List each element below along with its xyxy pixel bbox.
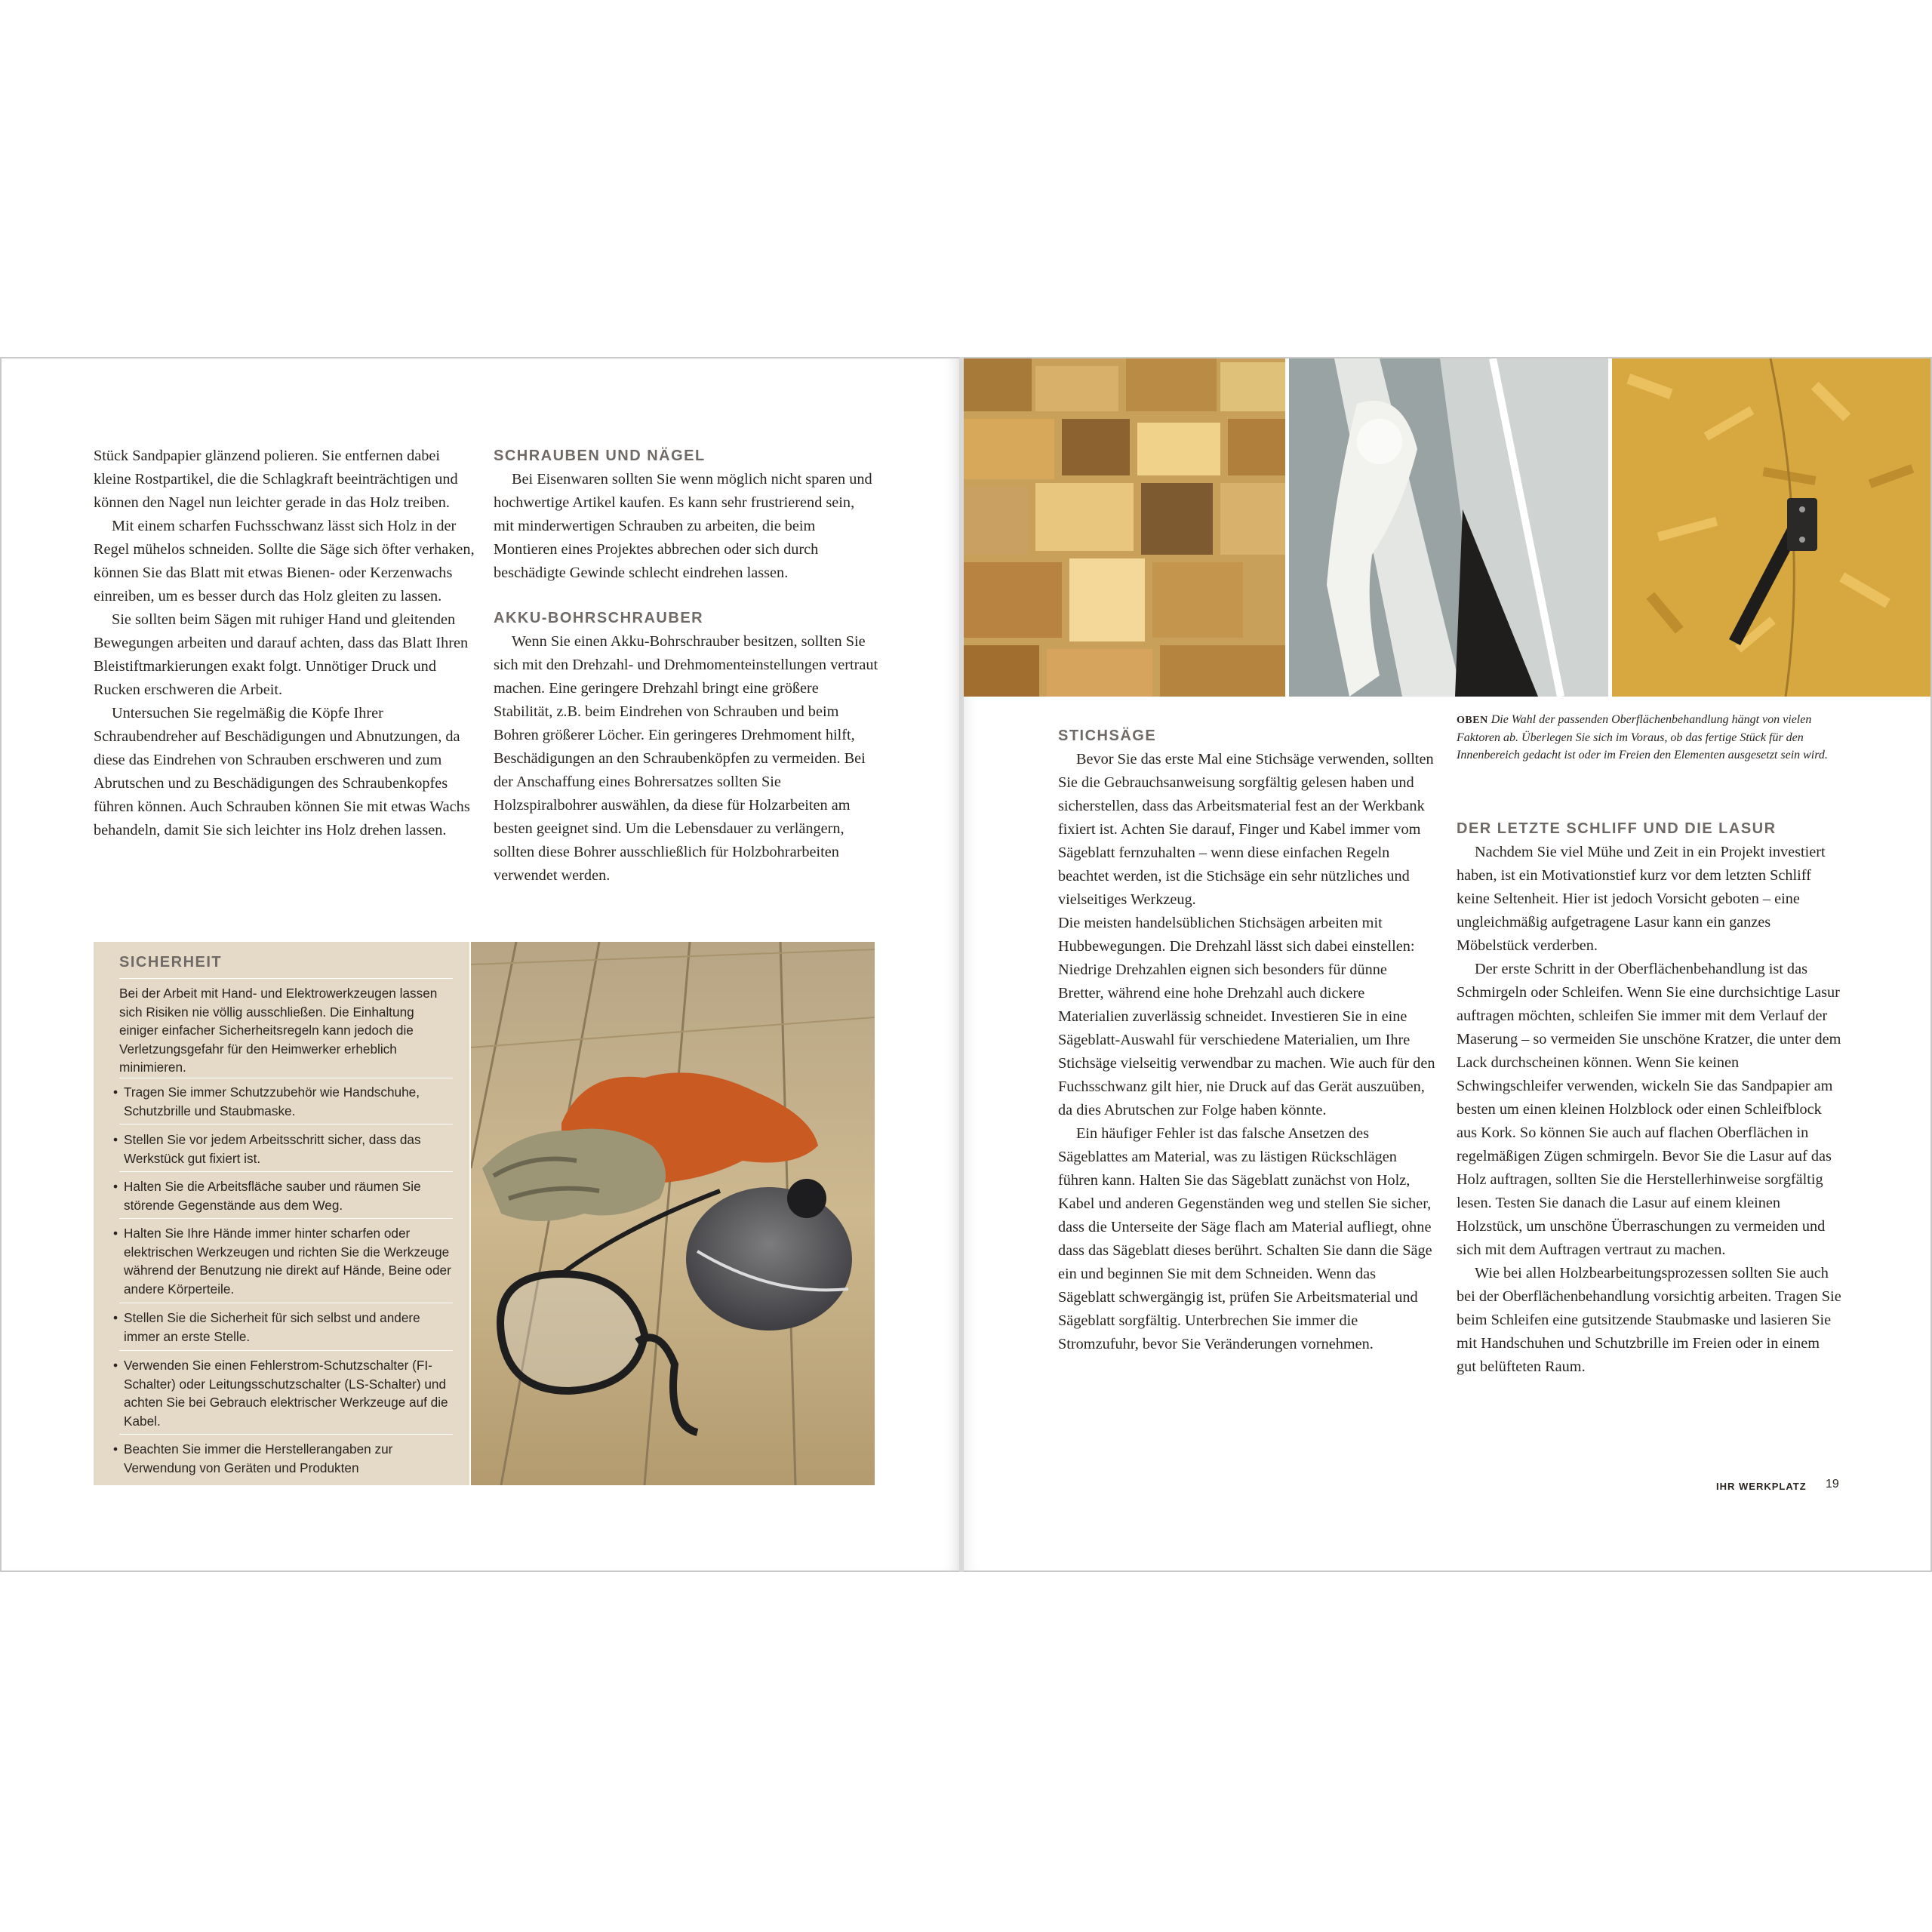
right-column-2	[1457, 817, 1841, 1379]
section-heading-akku: AKKU-BOHRSCHRAUBER	[494, 610, 704, 626]
photo-caption	[1457, 711, 1841, 764]
list-item: • Stellen Sie vor jedem Arbeitsschritt sicher, dass das Werkstück gut fixiert ist.	[113, 1132, 421, 1166]
divider	[119, 1434, 453, 1435]
running-footer: IHR WERKPLATZ	[1716, 1481, 1807, 1492]
divider	[119, 1350, 453, 1351]
white-frame-photo	[1289, 358, 1608, 697]
paragraph: Ein häufiger Fehler ist das falsche Ansetzen des Sägeblattes am Material, was zu lästigen Rückschlägen führen kann. Halten Sie das Sägeblatt zunächst von Holz, Kabel und anderen Gegenständen weg und stellen Sie sicher, dass die Unterseite der Säge flach am Material aufliegt, ohne dass das Sägeblatt dieses berührt. Schalten Sie dann die Säge ein und beginnen Sie mit dem Schneiden. Wenn das Sägeblatt schwergängig ist, prüfen Sie Arbeitsmaterial und Sägeblatt sorgfältig. Unterbrechen Sie immer die Stromzufuhr, bevor Sie Veränderungen vornehmen.	[1058, 1125, 1432, 1352]
section-heading-schrauben: SCHRAUBEN UND NÄGEL	[494, 448, 706, 464]
paragraph: Bevor Sie das erste Mal eine Stichsäge verwenden, sollten Sie die Gebrauchsanweisung sorgfältig gelesen haben und sicherstellen, dass das Arbeitsmaterial fest an der Werkbank fixiert ist. Achten Sie darauf, Finger und Kabel immer vom Sägeblatt fernzuhalten – wenn diese einfachen Regeln beachtet werden, ist die Stichsäge ein sehr nützliches und vielseitiges Werkzeug.	[1058, 751, 1434, 908]
list-item: • Beachten Sie immer die Herstellerangaben zur Verwendung von Geräten und Produkten	[113, 1441, 393, 1475]
caption-label: OBEN	[1457, 715, 1488, 726]
left-column-1	[94, 445, 475, 842]
osb-hinge-photo	[1612, 358, 1932, 697]
page-number: 19	[1826, 1478, 1839, 1491]
paragraph: Stück Sandpapier glänzend polieren. Sie entfernen dabei kleine Rostpartikel, die die Schlagkraft beeinträchtigen und können den Nagel nun leichter gerade in das Holz treiben.	[94, 448, 458, 511]
divider	[119, 1218, 453, 1219]
wood-blocks-photo	[964, 358, 1285, 697]
safety-gear-photo	[471, 942, 875, 1485]
paragraph: Sie sollten beim Sägen mit ruhiger Hand und gleitenden Bewegungen arbeiten und darauf achten, dass das Blatt Ihren Bleistiftmarkierungen exakt folgt. Unnötiger Druck und Rucken erschweren die Arbeit.	[94, 611, 469, 698]
caption-text: Die Wahl der passenden Oberflächenbehandlung hängt von vielen Faktoren ab. Überlegen Sie sich im Voraus, ob das fertige Stück für den Innenbereich gedacht ist oder im Freien den Elementen ausgesetzt sein wird.	[1457, 713, 1828, 761]
safety-box	[94, 942, 469, 1485]
paragraph: Bei Eisenwaren sollten Sie wenn möglich nicht sparen und hochwertige Artikel kaufen. Es kann sehr frustrierend sein, mit minderwertigen Schrauben zu arbeiten, die beim Montieren eines Projektes abbrechen oder sich durch beschädigte Gewinde schlecht eindrehen lassen.	[494, 471, 872, 581]
paragraph: Die meisten handelsüblichen Stichsägen arbeiten mit Hubbewegungen. Die Drehzahl lässt sich dabei einstellen: Niedrige Drehzahlen eignen sich besonders für dünne Bretter, während eine hohe Drehzahl auch dickere Materialien zuverlässig schneidet. Investieren Sie in eine Sägeblatt-Auswahl für verschiedene Materialien, um Ihre Stichsäge vielseitig verwendbar zu machen. Wie auch für den Fuchsschwanz gilt hier, nie Druck auf das Gerät auszuüben, da dies Abrutschen zur Folge haben könnte.	[1058, 915, 1435, 1118]
right-column-1	[1058, 724, 1435, 1356]
paragraph: Wie bei allen Holzbearbeitungsprozessen sollten Sie auch bei der Oberflächenbehandlung vorsichtig arbeiten. Tragen Sie beim Schleifen eine gutsitzende Staubmaske und lasieren Sie mit Handschuhen und Schutzbrille im Freien oder in einem gut belüfteten Raum.	[1457, 1265, 1841, 1375]
safety-box-intro: Bei der Arbeit mit Hand- und Elektrowerkzeugen lassen sich Risiken nie völlig ausschließen. Die Einhaltung einiger einfacher Sicherheitsregeln kann jedoch die Verletzungsgefahr für den Heimwerker erheblich minimieren.	[119, 986, 438, 1075]
divider	[119, 1171, 453, 1172]
right-page	[964, 357, 1932, 1572]
list-item: • Stellen Sie die Sicherheit für sich selbst und andere immer an erste Stelle.	[113, 1310, 420, 1344]
paragraph: Untersuchen Sie regelmäßig die Köpfe Ihrer Schraubendreher auf Beschädigungen und Abnutzungen, da diese das Eindrehen von Schrauben erschweren und zum Abrutschen und zu Beschädigungen des Schraubenkopfes führen können. Auch Schrauben können Sie mit etwas Wachs behandeln, damit Sie sich leichter ins Holz drehen lassen.	[94, 705, 470, 838]
paragraph: Mit einem scharfen Fuchsschwanz lässt sich Holz in der Regel mühelos schneiden. Sollte die Säge sich öfter verhaken, können Sie das Blatt mit etwas Bienen- oder Kerzenwachs einreiben, um es besser durch das Holz gleiten zu lassen.	[94, 518, 475, 605]
paragraph: Nachdem Sie viel Mühe und Zeit in ein Projekt investiert haben, ist ein Motivationstief kurz vor dem letzten Schliff keine Seltenheit. Hier ist jedoch Vorsicht geboten – eine ungleichmäßig aufgetragene Lasur kann ein ganzes Möbelstück verderben.	[1457, 844, 1826, 954]
list-item: • Verwenden Sie einen Fehlerstrom-Schutzschalter (FI-Schalter) oder Leitungsschutzschalter (LS-Schalter) und achten Sie bei Gebrauch elektrischer Werkzeuge auf die Kabel.	[113, 1358, 448, 1429]
paragraph: Wenn Sie einen Akku-Bohrschrauber besitzen, sollten Sie sich mit den Drehzahl- und Drehmomenteinstellungen vertraut machen. Eine geringere Drehzahl bringt eine größere Stabilität, z.B. beim Eindrehen von Schrauben und beim Bohren größerer Löcher. Ein geringeres Drehmoment hilft, Beschädigungen an den Schraubenköpfen zu vermeiden. Bei der Anschaffung eines Bohrersatzes sollten Sie Holzspiralbohrer auswählen, da diese für Holzarbeiten am besten geeignet sind. Um die Lebensdauer zu verlängern, sollten diese Bohrer ausschließlich für Holzbohrarbeiten verwendet werden.	[494, 633, 878, 884]
left-column-2	[494, 445, 878, 888]
divider	[119, 978, 453, 979]
list-item: • Halten Sie Ihre Hände immer hinter scharfen oder elektrischen Werkzeugen und richten Sie die Werkzeuge während der Benutzung nie direkt auf Hände, Beine oder andere Körperteile.	[113, 1226, 451, 1297]
list-item: • Halten Sie die Arbeitsfläche sauber und räumen Sie störende Gegenstände aus dem Weg.	[113, 1179, 421, 1213]
list-item: • Tragen Sie immer Schutzzubehör wie Handschuhe, Schutzbrille und Staubmaske.	[113, 1084, 420, 1118]
section-heading-stichsaege: STICHSÄGE	[1058, 728, 1157, 744]
left-page	[0, 357, 959, 1572]
safety-box-title: SICHERHEIT	[119, 954, 223, 971]
paragraph: Der erste Schritt in der Oberflächenbehandlung ist das Schmirgeln oder Schleifen. Wenn Sie eine durchsichtige Lasur auftragen möchten, schleifen Sie immer mit dem Verlauf der Maserung – so vermeiden Sie unschöne Kratzer, die unter dem Lack durchscheinen können. Wenn Sie keinen Schwingschleifer verwenden, wickeln Sie das Sandpapier am besten um einen kleinen Holzblock oder einen Schleifblock aus Kork. So können Sie auch auf flachen Oberflächen in regelmäßigen Zügen schmirgeln. Bevor Sie die Lasur auf das Holz auftragen, sollten Sie die Herstellerhinweise sorgfältig lesen. Testen Sie danach die Lasur auf einem kleinen Holzstück, um unschöne Überraschungen zu vermeiden und sich mit dem Auftragen vertraut zu machen.	[1457, 961, 1841, 1258]
section-heading-lasur: DER LETZTE SCHLIFF UND DIE LASUR	[1457, 820, 1777, 837]
